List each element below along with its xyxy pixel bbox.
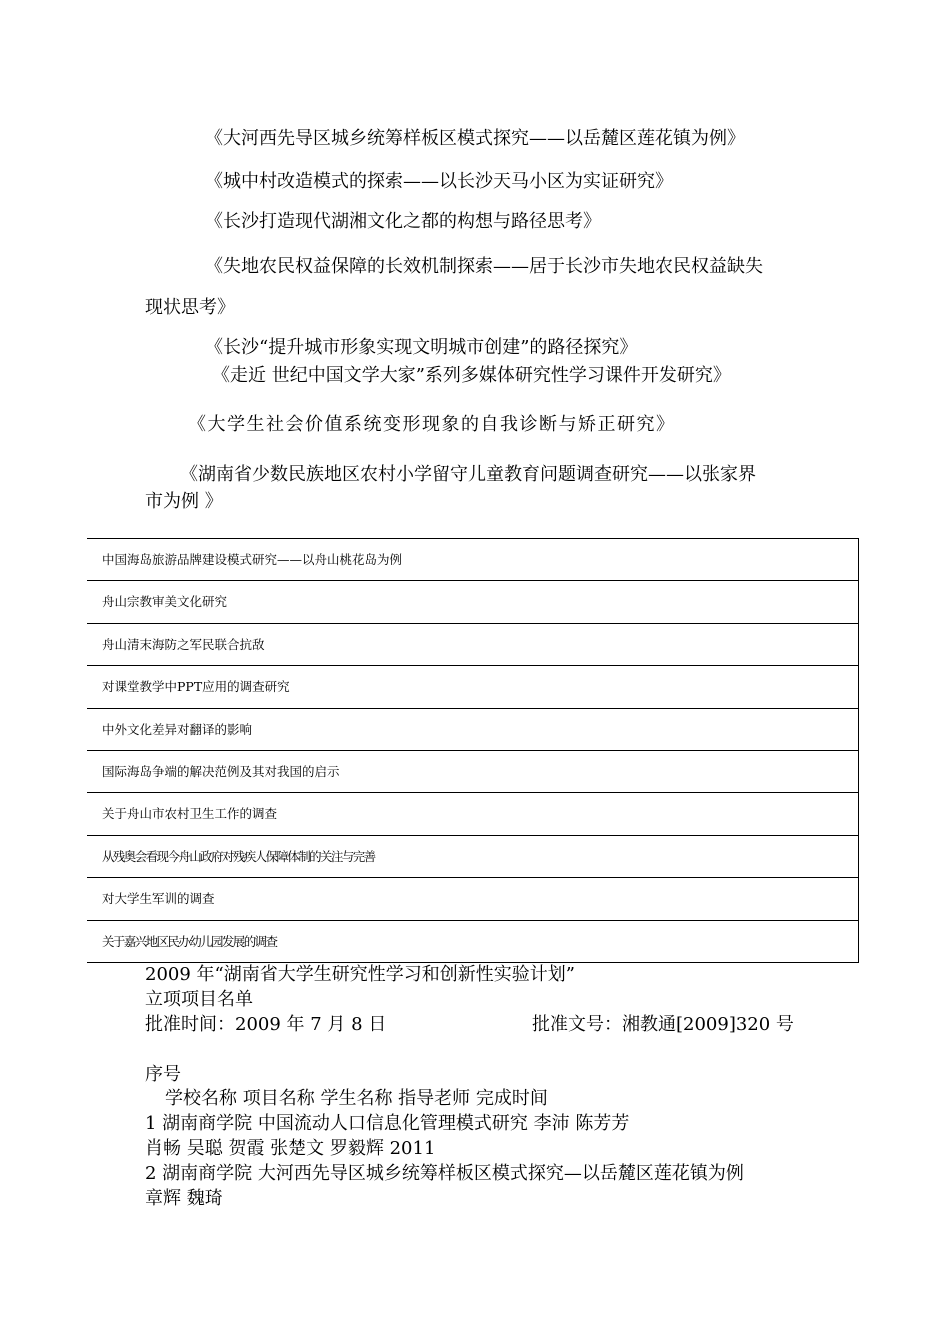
list-item: 1 湖南商学院 中国流动人口信息化管理模式研究 李沛 陈芳芳 (145, 1113, 630, 1134)
table-row: 中国海岛旅游品牌建设模式研究——以舟山桃花岛为例 (87, 539, 858, 581)
notice-subtitle: 立项项目名单 (145, 989, 253, 1010)
project-title: 《城中村改造模式的探索——以长沙天马小区为实证研究》 (205, 171, 673, 192)
table-row: 舟山清末海防之军民联合抗敌 (87, 624, 858, 666)
list-item: 肖畅 吴聪 贺霞 张楚文 罗毅辉 2011 (145, 1138, 436, 1159)
project-title-continued: 现状思考》 (145, 297, 235, 318)
table-row: 国际海岛争端的解决范例及其对我国的启示 (87, 751, 858, 793)
project-title: 《长沙“提升城市形象实现文明城市创建”的路径探究》 (205, 337, 638, 358)
approval-time: 批准时间：2009 年 7 月 8 日 (145, 1014, 387, 1035)
column-headers: 学校名称 项目名称 学生名称 指导老师 完成时间 (165, 1088, 548, 1109)
table-row: 从残奥会看现今舟山政府对残疾人保障体制的关注与完善 (87, 836, 858, 878)
table-row: 中外文化差异对翻译的影响 (87, 709, 858, 751)
project-title: 《失地农民权益保障的长效机制探索——居于长沙市失地农民权益缺失 (205, 256, 763, 277)
project-title: 《长沙打造现代湖湘文化之都的构想与路径思考》 (205, 211, 601, 232)
project-title-continued: 市为例 》 (145, 491, 223, 512)
table-row: 关于舟山市农村卫生工作的调查 (87, 793, 858, 835)
index-label: 序号 (145, 1064, 181, 1085)
table-row: 对课堂教学中PPT应用的调查研究 (87, 666, 858, 708)
project-title: 《大学生社会价值系统变形现象的自我诊断与矫正研究》 (188, 414, 676, 435)
list-item: 2 湖南商学院 大河西先导区城乡统筹样板区模式探究—以岳麓区莲花镇为例 (145, 1163, 744, 1184)
table-row: 舟山宗教审美文化研究 (87, 581, 858, 623)
list-item: 章辉 魏琦 (145, 1188, 223, 1209)
project-title: 《走近 世纪中国文学大家”系列多媒体研究性学习课件开发研究》 (212, 365, 731, 386)
project-title: 《湖南省少数民族地区农村小学留守儿童教育问题调查研究——以张家界 (180, 464, 756, 485)
project-title: 《大河西先导区城乡统筹样板区模式探究——以岳麓区莲花镇为例》 (205, 128, 745, 149)
table-row: 关于嘉兴地区民办幼儿园发展的调查 (102, 933, 277, 949)
table-row: 对大学生军训的调查 (87, 878, 858, 920)
project-table (87, 538, 859, 963)
approval-document-number: 批准文号：湘教通[2009]320 号 (532, 1014, 794, 1035)
notice-title: 2009 年“湖南省大学生研究性学习和创新性实验计划” (145, 964, 575, 985)
